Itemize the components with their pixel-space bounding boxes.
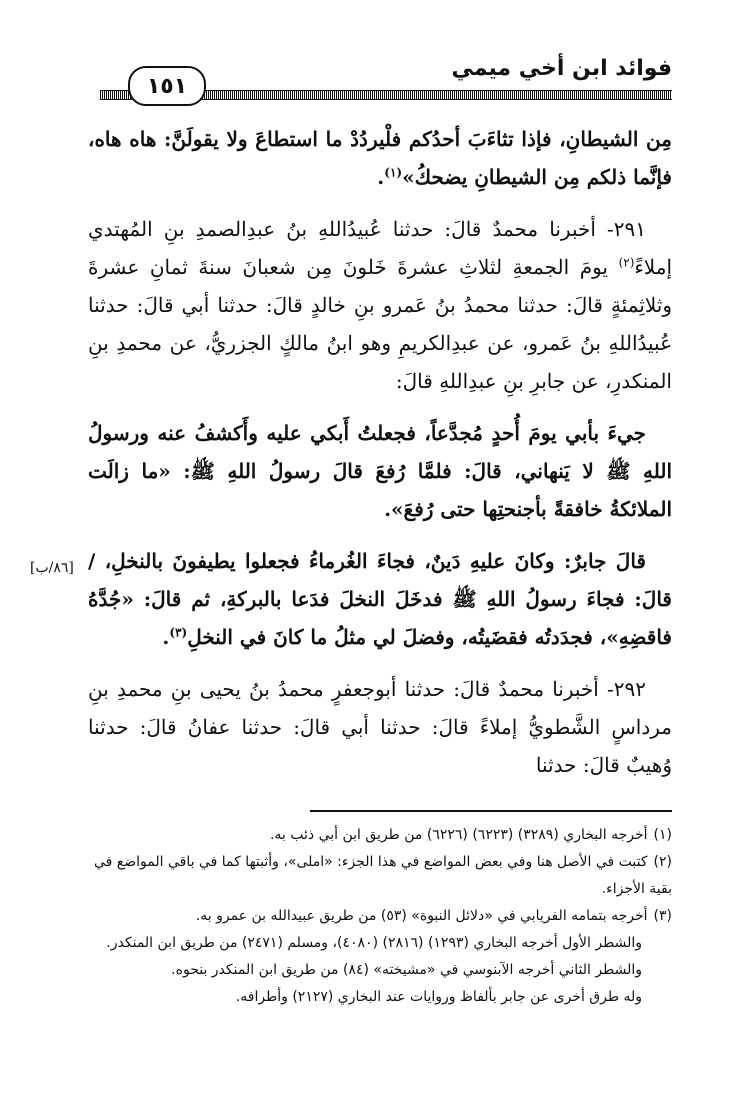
manuscript-margin-note: [٨٦/ب] xyxy=(30,560,74,576)
paragraph-1: مِن الشيطانِ، فإذا تثاءَبَ أحدُكم فلْيردُدْ ما استطاعَ ولا يقولَنَّ: هاه هاه، فإنَّما ذلكم مِن الشيطانِ يضحكُ»$^{(١)}$. xyxy=(88,127,672,189)
footnote-divider xyxy=(310,810,672,812)
footnote-3-line: والشطر الأول أخرجه البخاري (١٢٩٣) (٢٨١٦) (٤٠٨٠)، ومسلم (٢٤٧١) من طريق ابن المنكدر. xyxy=(106,935,642,951)
page-number: ١٥١ xyxy=(128,66,206,106)
hadith-text: جيءَ بأبي يومَ أُحدٍ مُجدَّعاً، فجعلتُ أَبكي عليه وأَكشفُ عنه ورسولُ اللهِ ﷺ لا يَنهاني، قالَ: فلمَّا رُفعَ قالَ رسولُ اللهِ ﷺ: «ما زالَت الملائكةُ خافقةً بأجنحتِها حتى رُفعَ». xyxy=(88,421,672,521)
footnote-1: (١)أخرجه البخاري (٣٢٨٩) (٦٢٢٣) (٦٢٢٦) من طريق ابن أبي ذئب به. xyxy=(269,827,672,843)
footnote-2: (٢)كتبت في الأصل هنا وفي بعض المواضع في هذا الجزء: «املى»، وأثبتها كما في باقي المواضع في بقية الأجزاء. xyxy=(93,854,672,897)
main-text xyxy=(88,120,672,798)
paragraph-291: ٢٩١- أخبرنا محمدٌ قالَ: حدثنا عُبيدُاللهِ بنُ عبدِالصمدِ بنِ المُهتدي إملاءً$^{(٢)}$ يومَ الجمعةِ لثلاثِ عشرةَ خَلونَ مِن شعبانَ سنةَ ثمانِ عشرةَ وثلاثِمئةٍ قالَ: حدثنا محمدُ بنُ عَمرو بنِ خالدٍ قالَ: حدثنا أبي قالَ: حدثنا عُبيدُاللهِ بنُ عَمرو، عن عبدِالكريمِ وهو ابنُ مالكٍ الجزريُّ، عن محمدِ بنِ المنكدرِ، عن جابرِ بنِ عبدِاللهِ قالَ: xyxy=(88,217,672,393)
footnote-3-line: وله طرق أخرى عن جابر بألفاظ وروايات عند البخاري (٢١٢٧) وأطرافه. xyxy=(235,989,642,1005)
page-header xyxy=(100,50,672,110)
footnote-ref-2: (٢) xyxy=(618,255,635,270)
paragraph-292: ٢٩٢- أخبرنا محمدٌ قالَ: حدثنا أبوجعفرٍ محمدُ بنُ يحيى بنِ محمدِ بنِ مرداسٍ الشَّطويُّ إملاءً قالَ: حدثنا أبي قالَ: حدثنا عفانُ قالَ: حدثنا وُهيبٌ قالَ: حدثنا xyxy=(88,677,672,777)
footnote-3-line: والشطر الثاني أخرجه الآبنوسي في «مشيخته» (٨٤) من طريق ابن المنكدر بنحوه. xyxy=(171,962,642,978)
footnote-3: (٣)أخرجه بتمامه الفريابي في «دلائل النبوة» (٥٣) من طريق عبيدالله بن عمرو به. xyxy=(195,908,672,924)
footnotes xyxy=(88,822,672,1011)
paragraph-jabir: قالَ جابرٌ: وكانَ عليهِ دَينٌ، فجاءَ الغُرماءُ فجعلوا يطيفونَ بالنخلِ، / قالَ: فجاءَ رسولُ اللهِ ﷺ فدخَلَ النخلَ فدَعا بالبركةِ، ثم قالَ: «جُدَّهُ فاقضِهِ»، فجدَدتُه فقضَيتُه، وفضلَ لي مثلُ ما كانَ في النخلِ$^{(٣)}$. xyxy=(88,549,672,649)
footnote-ref-3: (٣) xyxy=(169,625,188,640)
running-title: فوائد ابن أخي ميمي xyxy=(451,56,672,81)
footnote-ref-1: (١) xyxy=(384,165,403,180)
